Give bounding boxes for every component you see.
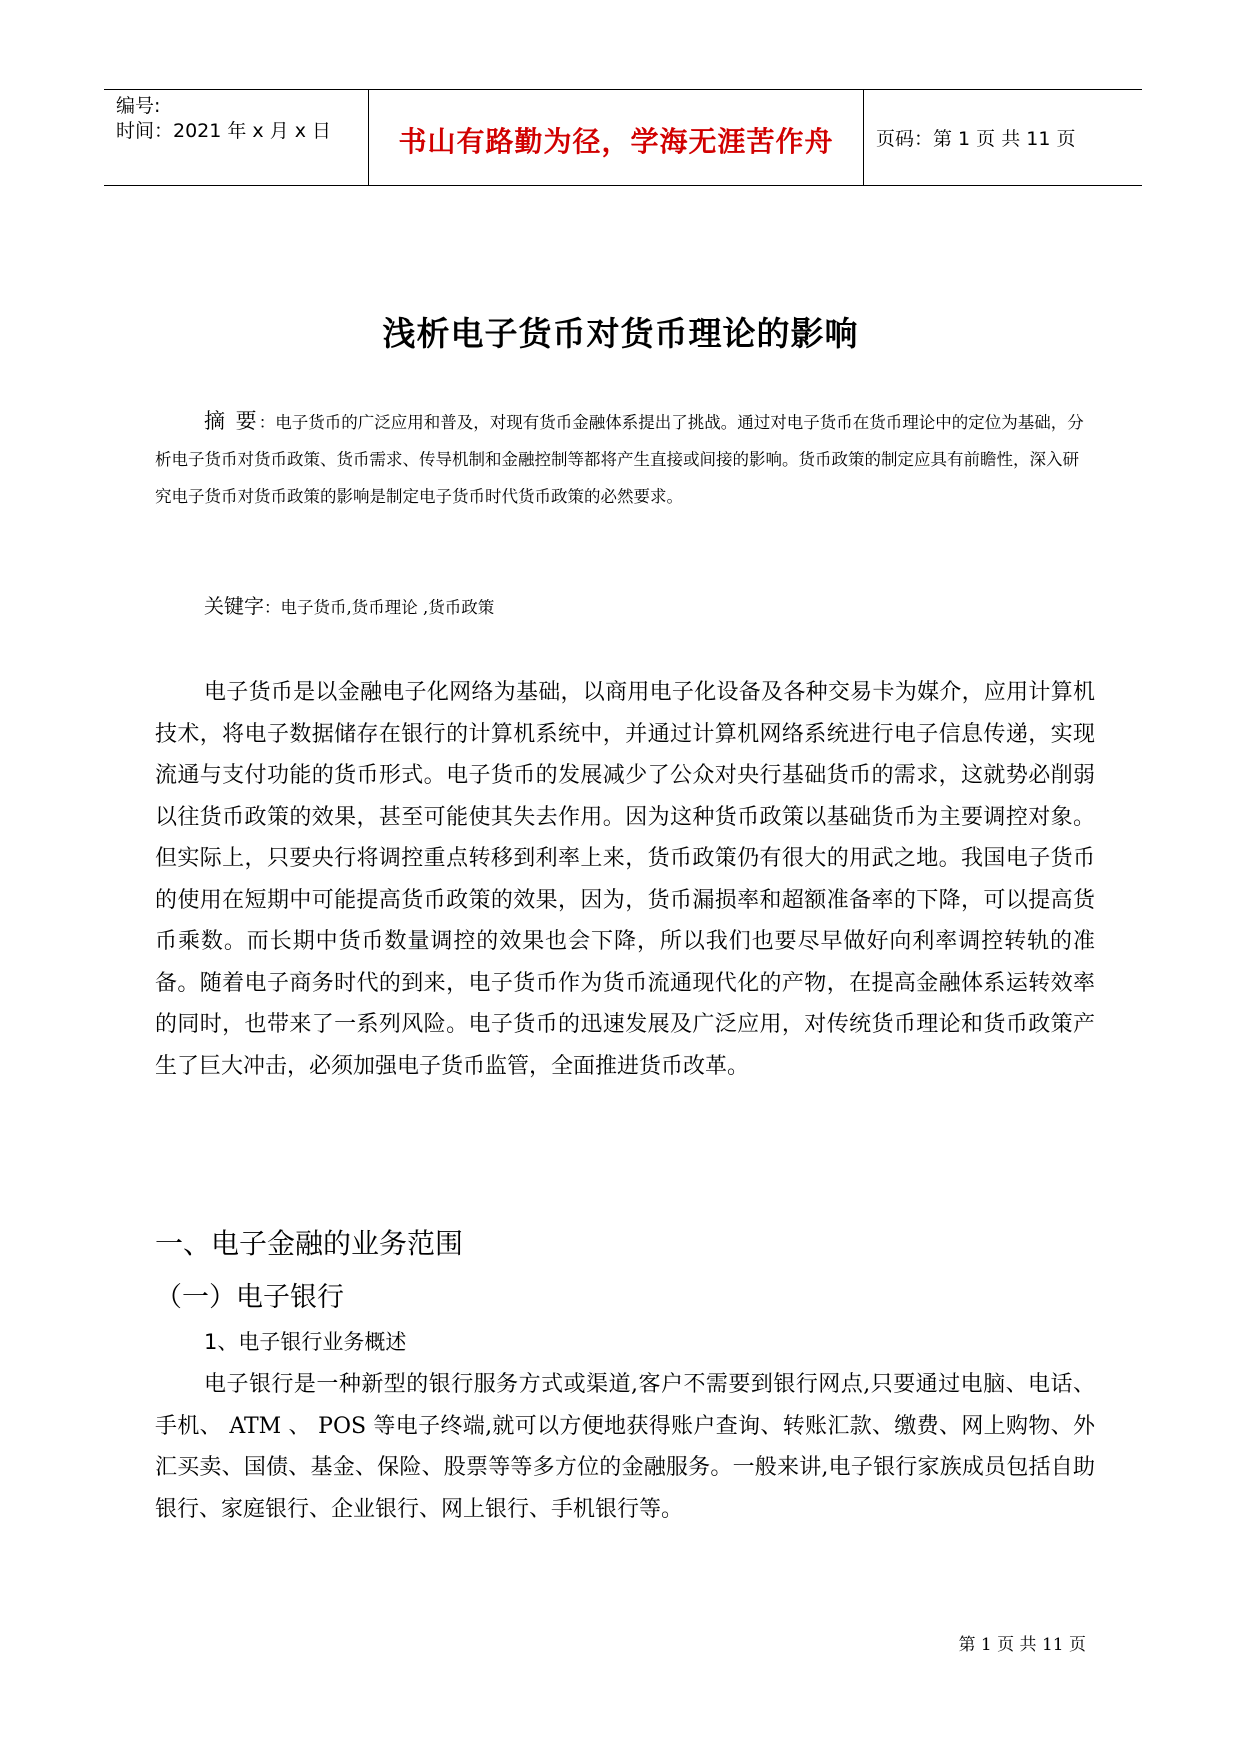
abstract-label: 摘 要 [204, 409, 259, 433]
intro-section [155, 672, 1095, 1087]
abstract [155, 403, 1095, 515]
intro-paragraph: 电子货币是以金融电子化网络为基础，以商用电子化设备及各种交易卡为媒介，应用计算机技术，将电子数据储存在银行的计算机系统中，并通过计算机网络系统进行电子信息传递，实现流通与支付功能的货币形式。电子货币的发展减少了公众对央行基础货币的需求，这就势必削弱以往货币政策的效果，甚至可能使其失去作用。因为这种货币政策以基础货币为主要调控对象。但实际上，只要央行将调控重点转移到利率上来，货币政策仍有很大的用武之地。我国电子货币的使用在短期中可能提高货币政策的效果，因为，货币漏损率和超额准备率的下降，可以提高货币乘数。而长期中货币数量调控的效果也会下降，所以我们也要尽早做好向利率调控转轨的准备。随着电子商务时代的到来，电子货币作为货币流通现代化的产物，在提高金融体系运转效率的同时，也带来了一系列风险。电子货币的迅速发展及广泛应用，对传统货币理论和货币政策产生了巨大冲击，必须加强电子货币监管，全面推进货币改革。 [155, 680, 1095, 1079]
header-page-cell [864, 90, 1142, 185]
section-heading: 一、电子金融的业务范围 [155, 1227, 464, 1260]
header-info-cell [104, 90, 369, 185]
keywords [204, 590, 494, 619]
keywords-label: 关键字 [204, 594, 264, 618]
subsection-heading: （一）电子银行 [155, 1282, 344, 1313]
subsubsection-heading: 1、电子银行业务概述 [204, 1330, 407, 1354]
page-footer: 第 1 页 共 11 页 [958, 1635, 1086, 1655]
keywords-text: ：电子货币,货币理论 ,货币政策 [264, 598, 495, 617]
page-code: 页码：第 1 页 共 11 页 [876, 128, 1076, 150]
body-section [155, 1364, 1095, 1530]
header-table [104, 89, 1142, 186]
abstract-text: ：电子货币的广泛应用和普及，对现有货币金融体系提出了挑战。通过对电子货币在货币理论中的定位为基础，分析电子货币对货币政策、货币需求、传导机制和金融控制等都将产生直接或间接的影响。货币政策的制定应具有前瞻性，深入研究电子货币对货币政策的影响是制定电子货币时代货币政策的必然要求。 [155, 413, 1084, 506]
serial-label: 编号: [116, 95, 161, 117]
body-paragraph: 电子银行是一种新型的银行服务方式或渠道,客户不需要到银行网点,只要通过电脑、电话、手机、 ATM 、 POS 等电子终端,就可以方便地获得账户查询、转账汇款、缴费、网上购物、外汇买卖、国债、基金、保险、股票等等多方位的金融服务。一般来讲,电子银行家族成员包括自助银行、家庭银行、企业银行、网上银行、手机银行等。 [155, 1372, 1095, 1522]
motto: 书山有路勤为径，学海无涯苦作舟 [398, 125, 834, 158]
document-title: 浅析电子货币对货币理论的影响 [382, 314, 859, 353]
header-motto-cell [369, 90, 864, 185]
time-label: 时间：2021 年 x 月 x 日 [116, 120, 332, 142]
